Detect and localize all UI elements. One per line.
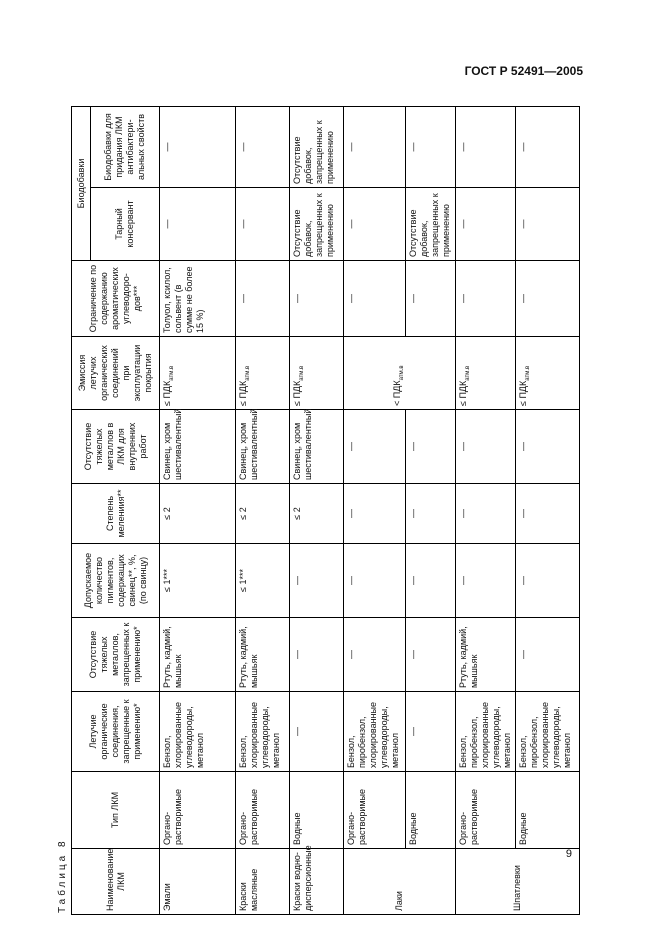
cell-name: Краски масляные [236, 849, 290, 915]
cell-aromatic: Толуол, ксилол, сольвент (в сумме не более 15 %) [160, 261, 236, 337]
cell-pigments: — [516, 544, 580, 618]
cell-aromatic: — [406, 261, 456, 337]
cell-grind: — [406, 484, 456, 544]
cell-pigments: — [344, 544, 406, 618]
cell-type: Водные [406, 772, 456, 849]
cell-aromatic: — [456, 261, 516, 337]
cell-heavy: — [290, 618, 344, 692]
cell-name: Эмали [160, 849, 236, 915]
cell-pigments: — [406, 544, 456, 618]
cell-bio-antibacterial: — [160, 106, 236, 187]
rotated-table-area [57, 106, 595, 925]
cell-emission: < $ПДК_{атм.в}$ [344, 337, 456, 410]
cell-type: Органо-растворимые [344, 772, 406, 849]
cell-pigments: ≤ 1*** [160, 544, 236, 618]
col-header-type: Тип ЛКМ [72, 772, 160, 849]
cell-bio-preservative: Отсутствие добавок, запрещенных к применению [406, 188, 456, 261]
cell-bio-preservative: — [516, 188, 580, 261]
cell-heavy: Ртуть, кадмий, мышьяк [456, 618, 516, 692]
cell-emission: ≤ $ПДК_{атм.в}$ [456, 337, 516, 410]
cell-bio-antibacterial: — [344, 106, 406, 187]
table-caption: Таблица 8 [57, 838, 68, 913]
cell-voc: Бензол, пиробензол, хлорированные углеводороды, метанол [344, 692, 406, 772]
cell-name: Краски водно-дисперсионные [290, 849, 344, 915]
cell-aromatic: — [344, 261, 406, 337]
col-header-heavy-interior: Отсутствие тяжелых металлов в ЛКМ для внутренних работ [72, 410, 160, 484]
cell-grind: ≤ 2 [290, 484, 344, 544]
col-header-bio-group: Биодобавки [72, 106, 91, 260]
cell-heavy-interior: — [406, 410, 456, 484]
cell-pigments: — [456, 544, 516, 618]
table-row [344, 106, 406, 914]
cell-aromatic: — [236, 261, 290, 337]
table-row [290, 106, 344, 914]
cell-heavy: — [406, 618, 456, 692]
header-row-1 [72, 106, 91, 914]
cell-bio-antibacterial: Отсутствие добавок, запрещенных к применению [290, 106, 344, 187]
cell-bio-antibacterial: — [236, 106, 290, 187]
cell-heavy: Ртуть, кадмий, мышьяк [236, 618, 290, 692]
page-number: 9 [565, 848, 572, 860]
cell-heavy: Ртуть, кадмий, мышьяк [160, 618, 236, 692]
col-header-voc: Летучие органические соединения, запрещенные к применению* [72, 692, 160, 772]
cell-bio-preservative: — [456, 188, 516, 261]
cell-heavy-interior: — [516, 410, 580, 484]
cell-voc: Бензол, пиробензол, хлорированные углеводороды, метанол [456, 692, 516, 772]
cell-type: Водные [516, 772, 580, 849]
cell-grind: ≤ 2 [236, 484, 290, 544]
cell-emission: ≤ $ПДК_{атм.в}$ [290, 337, 344, 410]
cell-bio-preservative: Отсутствие добавок, запрещенных к применению [290, 188, 344, 261]
cell-emission: ≤ $ПДК_{атм.в}$ [236, 337, 290, 410]
requirements-table [71, 106, 580, 915]
cell-grind: — [516, 484, 580, 544]
cell-bio-preservative: — [344, 188, 406, 261]
document-standard-header: ГОСТ Р 52491—2005 [464, 64, 583, 78]
col-header-pigments: Допускаемое количество пигментов, содержащих свинец**, %, (по свинцу) [72, 544, 160, 618]
cell-voc: Бензол, хлорированные углеводороды, метанол [160, 692, 236, 772]
table-row [406, 106, 456, 914]
cell-name: Шпатлевки [456, 849, 580, 915]
cell-bio-preservative: — [236, 188, 290, 261]
cell-name: Лаки [344, 849, 456, 915]
col-header-aromatic: Ограничение по содержанию ароматических углеводоро-дов*** [72, 261, 160, 337]
cell-voc: — [406, 692, 456, 772]
cell-grind: ≤ 2 [160, 484, 236, 544]
cell-aromatic: — [290, 261, 344, 337]
cell-bio-preservative: — [160, 188, 236, 261]
col-header-heavy-banned: Отсутствие тяжелых металлов, запрещенных к применению* [72, 618, 160, 692]
col-header-bio-antibacterial: Биодобавки для придания ЛКМ антибактери-альных свойств [91, 106, 160, 187]
col-header-bio-preservative: Тарный консервант [91, 188, 160, 261]
cell-heavy-interior: — [344, 410, 406, 484]
cell-pigments: — [290, 544, 344, 618]
table-row [456, 106, 516, 914]
table-row [516, 106, 580, 914]
cell-emission: ≤ $ПДК_{атм.в}$ [516, 337, 580, 410]
cell-emission: ≤ $ПДК_{атм.в}$ [160, 337, 236, 410]
col-header-name: Наименование ЛКМ [72, 849, 160, 915]
cell-type: Органо-растворимые [456, 772, 516, 849]
cell-heavy-interior: — [456, 410, 516, 484]
cell-grind: — [456, 484, 516, 544]
cell-type: Водные [290, 772, 344, 849]
cell-bio-antibacterial: — [516, 106, 580, 187]
cell-grind: — [344, 484, 406, 544]
cell-pigments: ≤ 1*** [236, 544, 290, 618]
cell-bio-antibacterial: — [406, 106, 456, 187]
cell-voc: Бензол, пиробензол, хлорированные углеводороды, метанол [516, 692, 580, 772]
cell-type: Органо-растворимые [160, 772, 236, 849]
cell-heavy-interior: Свинец, хром шестивалентный [236, 410, 290, 484]
cell-heavy: — [516, 618, 580, 692]
cell-heavy: — [344, 618, 406, 692]
table-row [236, 106, 290, 914]
cell-bio-antibacterial: — [456, 106, 516, 187]
col-header-grind: Степень мелениия** [72, 484, 160, 544]
cell-voc: Бензол, хлорированные углеводороды, метанол [236, 692, 290, 772]
cell-heavy-interior: Свинец, хром шестивалентный [160, 410, 236, 484]
cell-type: Органо-растворимые [236, 772, 290, 849]
col-header-emission: Эмиссия летучих органических соединений при эксплуатации покрытия [72, 337, 160, 410]
table-row [160, 106, 236, 914]
cell-voc: — [290, 692, 344, 772]
cell-aromatic: — [516, 261, 580, 337]
cell-heavy-interior: Свинец, хром шестивалентный [290, 410, 344, 484]
